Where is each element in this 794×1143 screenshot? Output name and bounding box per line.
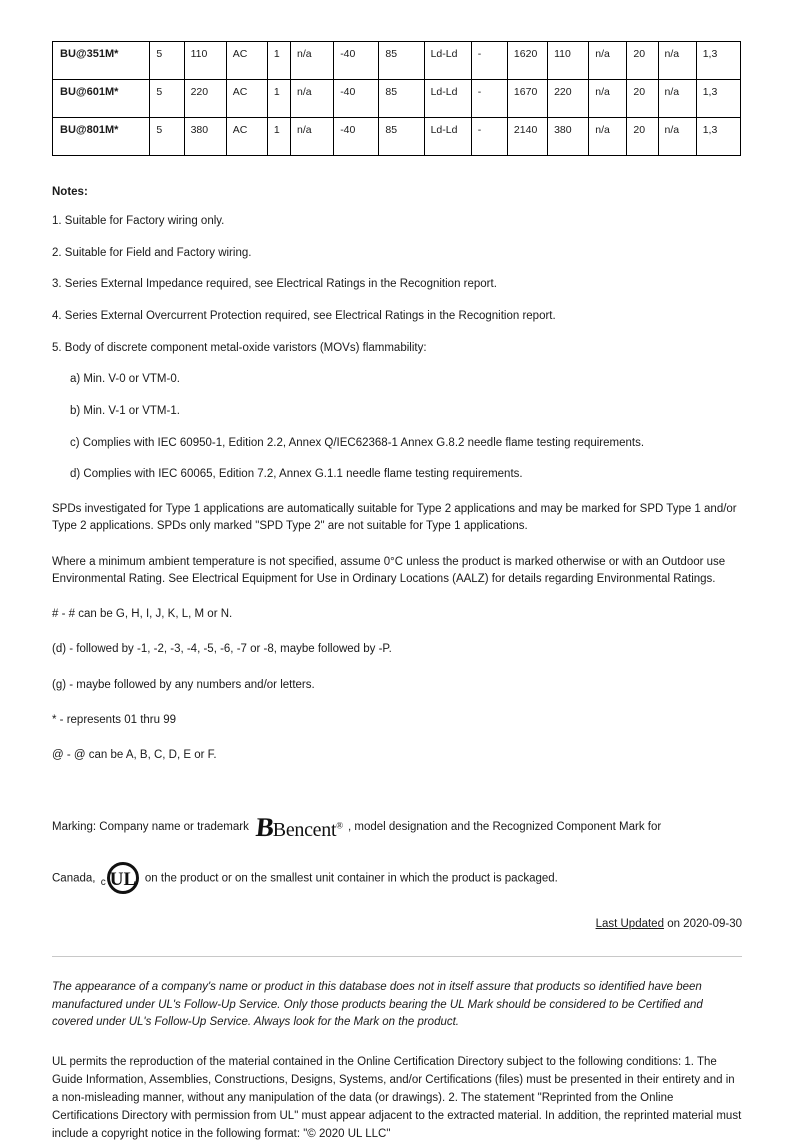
marking-prefix: Marking: Company name or trademark [52,821,249,834]
ul-c-prefix: c [100,876,106,888]
marking-line-1 [52,792,742,862]
cell-col4: AC [226,118,267,156]
cell-col16: 1,3 [696,42,740,80]
cell-col12: 220 [548,80,589,118]
note-sub-item-a: a) Min. V-0 or VTM-0. [70,373,180,386]
cell-col9: Ld-Ld [424,42,471,80]
cell-col2: 5 [150,118,184,156]
cell-col9: Ld-Ld [424,80,471,118]
cell-col4: AC [226,80,267,118]
ul-mark [101,862,139,895]
cell-col15: n/a [658,118,696,156]
note-sub-item-c: c) Complies with IEC 60950-1, Edition 2.2, Annex Q/IEC62368-1 Annex G.8.2 needle flame testing requirements. [70,436,645,449]
cell-col8: 85 [379,42,424,80]
cell-col2: 5 [150,42,184,80]
note-item-2: 2. Suitable for Field and Factory wiring. [52,246,252,259]
cell-col5: 1 [267,118,290,156]
cell-col16: 1,3 [696,80,740,118]
paragraph-ambient-temperature: Where a minimum ambient temperature is not specified, assume 0°C unless the product is marked otherwise or with an Outdoor use Environmental Rating. See Electrical Equipment for Use in Ordinary Locations (AALZ) for details regarding Environmental Ratings. [52,555,726,585]
cell-col6: n/a [291,118,334,156]
marking-suffix: on the product or on the smallest unit container in which the product is packaged. [144,873,558,886]
cell-col15: n/a [658,42,696,80]
cell-col6: n/a [291,80,334,118]
cell-col5: 1 [267,42,290,80]
table-row [53,118,741,156]
notes-heading: Notes: [52,186,88,198]
ul-logo-icon [107,862,139,894]
cell-col10: - [471,80,507,118]
paragraph-at-legend: @ - @ can be A, B, C, D, E or F. [52,749,217,762]
footer-divider [52,956,742,957]
last-updated-label[interactable]: Last Updated [595,917,664,930]
cell-model: BU@601M* [53,80,150,118]
cell-col8: 85 [379,80,424,118]
bencent-wordmark: Bencent [272,819,337,842]
cell-col6: n/a [291,42,334,80]
table-row [53,80,741,118]
specifications-table [52,41,741,156]
cell-col7: -40 [334,118,379,156]
cell-col11: 2140 [507,118,547,156]
cell-col10: - [471,42,507,80]
note-item-5: 5. Body of discrete component metal-oxide varistors (MOVs) flammability: [52,341,427,354]
cell-col13: n/a [589,42,627,80]
cell-col4: AC [226,42,267,80]
cell-col12: 110 [548,42,589,80]
marking-section [52,792,742,896]
cell-col10: - [471,118,507,156]
table-body [53,42,741,156]
cell-col12: 380 [548,118,589,156]
cell-col3: 380 [184,118,226,156]
marking-line-2 [52,862,742,895]
cell-col15: n/a [658,80,696,118]
cell-model: BU@351M* [53,42,150,80]
note-item-4: 4. Series External Overcurrent Protection required, see Electrical Ratings in the Recognition report. [52,310,556,323]
note-item-3: 3. Series External Impedance required, see Electrical Ratings in the Recognition report. [52,278,497,291]
disclaimer-paragraph-2: UL permits the reproduction of the material contained in the Online Certification Directory subject to the following conditions: 1. The Guide Information, Assemblies, Constructions, Designs, Systems, and/or Certifications (files) must be presented in their entirety and in a non-misleading manner, without any manipulation of the data (or drawings). 2. The statement "Reprinted from the Online Certifications Directory with permission from UL" must appear adjacent to the extracted material. In addition, the reprinted material must include a copyright notice in the following format: "© 2020 UL LLC" [52,1056,742,1140]
disclaimer-paragraph-1: The appearance of a company's name or product in this database does not in itself assure that products so identified have been manufactured under UL's Follow-Up Service. Only those products bearing the UL Mark should be considered to be Certified and covered under UL's Follow-Up Service. Always look for the Mark on the product. [52,980,703,1029]
cell-col13: n/a [589,80,627,118]
cell-col14: 20 [627,80,658,118]
cell-model: BU@801M* [53,118,150,156]
cell-col11: 1670 [507,80,547,118]
paragraph-asterisk-legend: * - represents 01 thru 99 [52,713,177,726]
paragraph-spd-types: SPDs investigated for Type 1 applications are automatically suitable for Type 2 applications and may be marked for SPD Type 1 and/or Type 2 applications. SPDs only marked "SPD Type 2" are not suitable for Type 1 applications. [52,503,737,533]
registered-trademark-icon: ® [336,820,343,831]
paragraph-hash-legend: # - # can be G, H, I, J, K, L, M or N. [52,608,233,621]
svg-text:UL: UL [109,869,136,891]
table-row [53,42,741,80]
note-sub-item-d: d) Complies with IEC 60065, Edition 7.2, Annex G.1.1 needle flame testing requirements. [70,468,523,481]
cell-col8: 85 [379,118,424,156]
marking-middle: , model designation and the Recognized Component Mark for [347,821,662,834]
cell-col14: 20 [627,42,658,80]
cell-col16: 1,3 [696,118,740,156]
marking-canada-label: Canada, [52,873,96,886]
cell-col2: 5 [150,80,184,118]
last-updated-value: on 2020-09-30 [667,917,742,930]
cell-col5: 1 [267,80,290,118]
note-item-1: 1. Suitable for Factory wiring only. [52,215,225,227]
cell-col11: 1620 [507,42,547,80]
last-updated-line [52,918,742,930]
bencent-logo [256,792,343,862]
note-sub-item-b: b) Min. V-1 or VTM-1. [70,405,180,418]
cell-col13: n/a [589,118,627,156]
paragraph-g-legend: (g) - maybe followed by any numbers and/or letters. [52,678,315,691]
cell-col14: 20 [627,118,658,156]
cell-col7: -40 [334,42,379,80]
cell-col3: 220 [184,80,226,118]
cell-col3: 110 [184,42,226,80]
bencent-b-glyph: B [254,812,276,843]
cell-col9: Ld-Ld [424,118,471,156]
paragraph-d-legend: (d) - followed by -1, -2, -3, -4, -5, -6, -7 or -8, maybe followed by -P. [52,643,392,656]
cell-col7: -40 [334,80,379,118]
